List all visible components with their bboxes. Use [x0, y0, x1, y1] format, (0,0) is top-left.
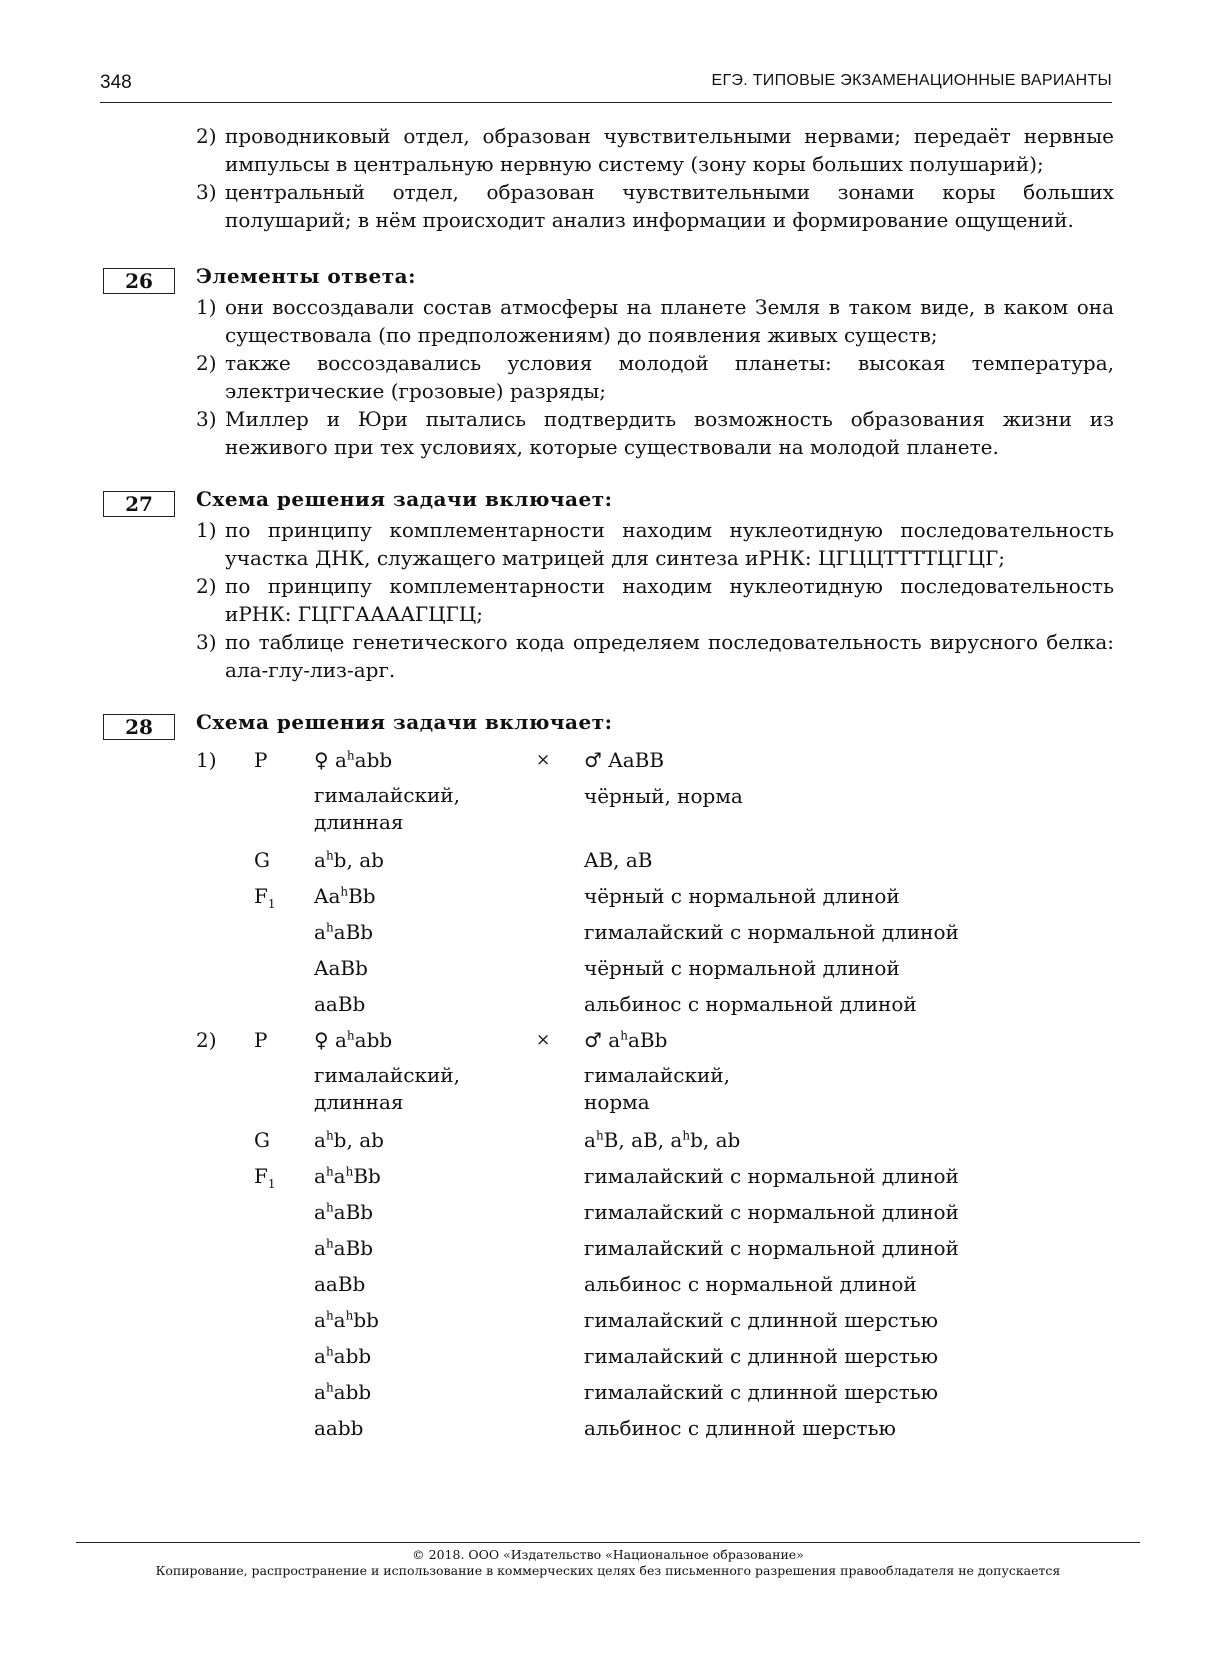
- task-26: [125, 262, 1114, 461]
- list-item: [196, 572, 1114, 628]
- male-genotype: ♂ AaBB: [584, 748, 665, 772]
- offspring-genotype: $a^haBb$: [314, 920, 374, 944]
- female-gametes: $a^hb$, ab: [314, 848, 384, 872]
- offspring-phenotype: альбинос с длинной шерстью: [584, 1416, 896, 1440]
- copyright-line: © 2018. ООО «Издательство «Национальное образование»: [412, 1547, 804, 1562]
- offspring-row: [196, 990, 1114, 1026]
- male-gametes: $a^hB$, aB, $a^hb$, ab: [584, 1128, 741, 1152]
- offspring-genotype: aabb: [314, 1416, 364, 1440]
- item-text: по принципу комплементарности находим нуклеотидную последовательность иРНК: ГЦГГАААAГЦГЦ;: [225, 574, 1114, 626]
- offspring-phenotype: альбинос с нормальной длиной: [584, 1272, 917, 1296]
- section-title: Элементы ответа:: [196, 264, 416, 288]
- male-phenotype: гималайский, норма: [584, 1063, 730, 1114]
- offspring-phenotype: гималайский с длинной шерстью: [584, 1308, 939, 1332]
- offspring-phenotype: гималайский с нормальной длиной: [584, 1236, 959, 1260]
- gametes-row: [196, 846, 1114, 882]
- item-number: 3): [196, 630, 217, 654]
- female-genotype: ♀ $a^habb$: [314, 1028, 393, 1052]
- offspring-genotype: $a^ha^hbb$: [314, 1308, 379, 1332]
- cross-number: 2): [196, 1028, 217, 1052]
- list-item: [196, 293, 1114, 349]
- item-text: Миллер и Юри пытались подтвердить возможность образования жизни из неживого при тех условиях, которые существовали на молодой планете.: [225, 407, 1114, 459]
- offspring-row: [196, 954, 1114, 990]
- offspring-row: [196, 1162, 1114, 1198]
- offspring-genotype: $a^ha^hBb$: [314, 1164, 381, 1188]
- offspring-phenotype: гималайский с длинной шерстью: [584, 1380, 939, 1404]
- page-footer: [76, 1542, 1140, 1579]
- task-number-box: 28: [103, 714, 175, 740]
- task-27: [125, 485, 1114, 684]
- offspring-phenotype: чёрный с нормальной длиной: [584, 956, 900, 980]
- section-title: Схема решения задачи включает:: [196, 487, 613, 511]
- offspring-phenotype: гималайский с нормальной длиной: [584, 920, 959, 944]
- male-gametes: AB, aB: [584, 848, 653, 872]
- section-title: Схема решения задачи включает:: [196, 710, 613, 734]
- phenotype-row: [196, 1062, 1114, 1126]
- offspring-row: [196, 1342, 1114, 1378]
- continued-answer: [196, 122, 1114, 234]
- list-item: [196, 122, 1114, 178]
- list-item: [196, 516, 1114, 572]
- male-genotype: ♂ $a^haBb$: [584, 1028, 668, 1052]
- item-text: по принципу комплементарности находим нуклеотидную последовательность участка ДНК, служащего матрицей для синтеза иРНК: ЦГЦЦТТТТЦГЦГ;: [225, 518, 1114, 570]
- f1-label: $F_1$: [254, 884, 276, 911]
- page-content: [125, 122, 1114, 1450]
- p-label: P: [254, 1028, 268, 1052]
- offspring-genotype: $a^habb$: [314, 1344, 372, 1368]
- parents-row: [196, 746, 1114, 782]
- offspring-row: [196, 1414, 1114, 1450]
- female-phenotype: гималайский, длинная: [314, 783, 460, 834]
- offspring-genotype: Aa$^h$Bb: [314, 884, 376, 908]
- offspring-genotype: aaBb: [314, 992, 366, 1016]
- cross-2: [196, 1026, 1114, 1450]
- offspring-genotype: aaBb: [314, 1272, 366, 1296]
- list-item: [196, 178, 1114, 234]
- copyright-notice: Копирование, распространение и использование в коммерческих целях без письменного разрешения правообладателя не допускается: [155, 1563, 1061, 1578]
- parents-row: [196, 1026, 1114, 1062]
- offspring-genotype: $a^haBb$: [314, 1200, 374, 1224]
- task-number-box: 26: [103, 268, 175, 294]
- item-number: 2): [196, 351, 217, 375]
- female-symbol: ♀: [314, 748, 329, 772]
- p-label: P: [254, 748, 268, 772]
- running-title: ЕГЭ. ТИПОВЫЕ ЭКЗАМЕНАЦИОННЫЕ ВАРИАНТЫ: [711, 72, 1112, 89]
- offspring-genotype: AaBb: [314, 956, 368, 980]
- page-header: [100, 68, 1112, 103]
- female-genotype: ♀ $a^habb$: [314, 748, 393, 772]
- cross-number: 1): [196, 748, 217, 772]
- item-number: 3): [196, 407, 217, 431]
- item-number: 1): [196, 295, 217, 319]
- offspring-genotype: $a^haBb$: [314, 1236, 374, 1260]
- task-28: [125, 708, 1114, 1450]
- item-text: проводниковый отдел, образован чувствительными нервами; передаёт нервные импульсы в центральную нервную систему (зону коры больших полушарий);: [225, 124, 1114, 176]
- offspring-row: [196, 918, 1114, 954]
- cross-symbol: ×: [536, 1030, 551, 1050]
- offspring-phenotype: гималайский с нормальной длиной: [584, 1164, 959, 1188]
- offspring-row: [196, 1198, 1114, 1234]
- list-item: [196, 405, 1114, 461]
- male-symbol: ♂: [584, 1028, 602, 1052]
- offspring-phenotype: альбинос с нормальной длиной: [584, 992, 917, 1016]
- offspring-row: [196, 1270, 1114, 1306]
- offspring-genotype: $a^habb$: [314, 1380, 372, 1404]
- item-number: 2): [196, 124, 217, 148]
- page-number: 348: [100, 72, 132, 93]
- list-item: [196, 349, 1114, 405]
- offspring-row: [196, 1234, 1114, 1270]
- g-label: G: [254, 1128, 270, 1152]
- item-number: 2): [196, 574, 217, 598]
- offspring-row: [196, 1306, 1114, 1342]
- task-number-box: 27: [103, 491, 175, 517]
- male-symbol: ♂: [584, 748, 602, 772]
- list-item: [196, 628, 1114, 684]
- offspring-phenotype: гималайский с нормальной длиной: [584, 1200, 959, 1224]
- cross-symbol: ×: [536, 750, 551, 770]
- phenotype-row: [196, 782, 1114, 846]
- female-gametes: $a^hb$, ab: [314, 1128, 384, 1152]
- item-text: центральный отдел, образован чувствительными зонами коры больших полушарий; в нём происходит анализ информации и формирование ощущений.: [225, 180, 1114, 232]
- offspring-row: [196, 1378, 1114, 1414]
- g-label: G: [254, 848, 270, 872]
- f1-label: $F_1$: [254, 1164, 276, 1191]
- item-text: также воссоздавались условия молодой планеты: высокая температура, электрические (грозовые) разряды;: [225, 351, 1114, 403]
- offspring-phenotype: гималайский с длинной шерстью: [584, 1344, 939, 1368]
- item-number: 3): [196, 180, 217, 204]
- female-phenotype: гималайский, длинная: [314, 1063, 460, 1114]
- gametes-row: [196, 1126, 1114, 1162]
- offspring-row: [196, 882, 1114, 918]
- item-text: они воссоздавали состав атмосферы на планете Земля в таком виде, в каком она существовала (по предположениям) до появления живых существ;: [225, 295, 1114, 347]
- male-phenotype: чёрный, норма: [584, 784, 743, 808]
- female-symbol: ♀: [314, 1028, 329, 1052]
- item-number: 1): [196, 518, 217, 542]
- offspring-phenotype: чёрный с нормальной длиной: [584, 884, 900, 908]
- item-text: по таблице генетического кода определяем последовательность вирусного белка: ала-глу-лиз-арг.: [225, 630, 1114, 682]
- cross-1: [196, 746, 1114, 1026]
